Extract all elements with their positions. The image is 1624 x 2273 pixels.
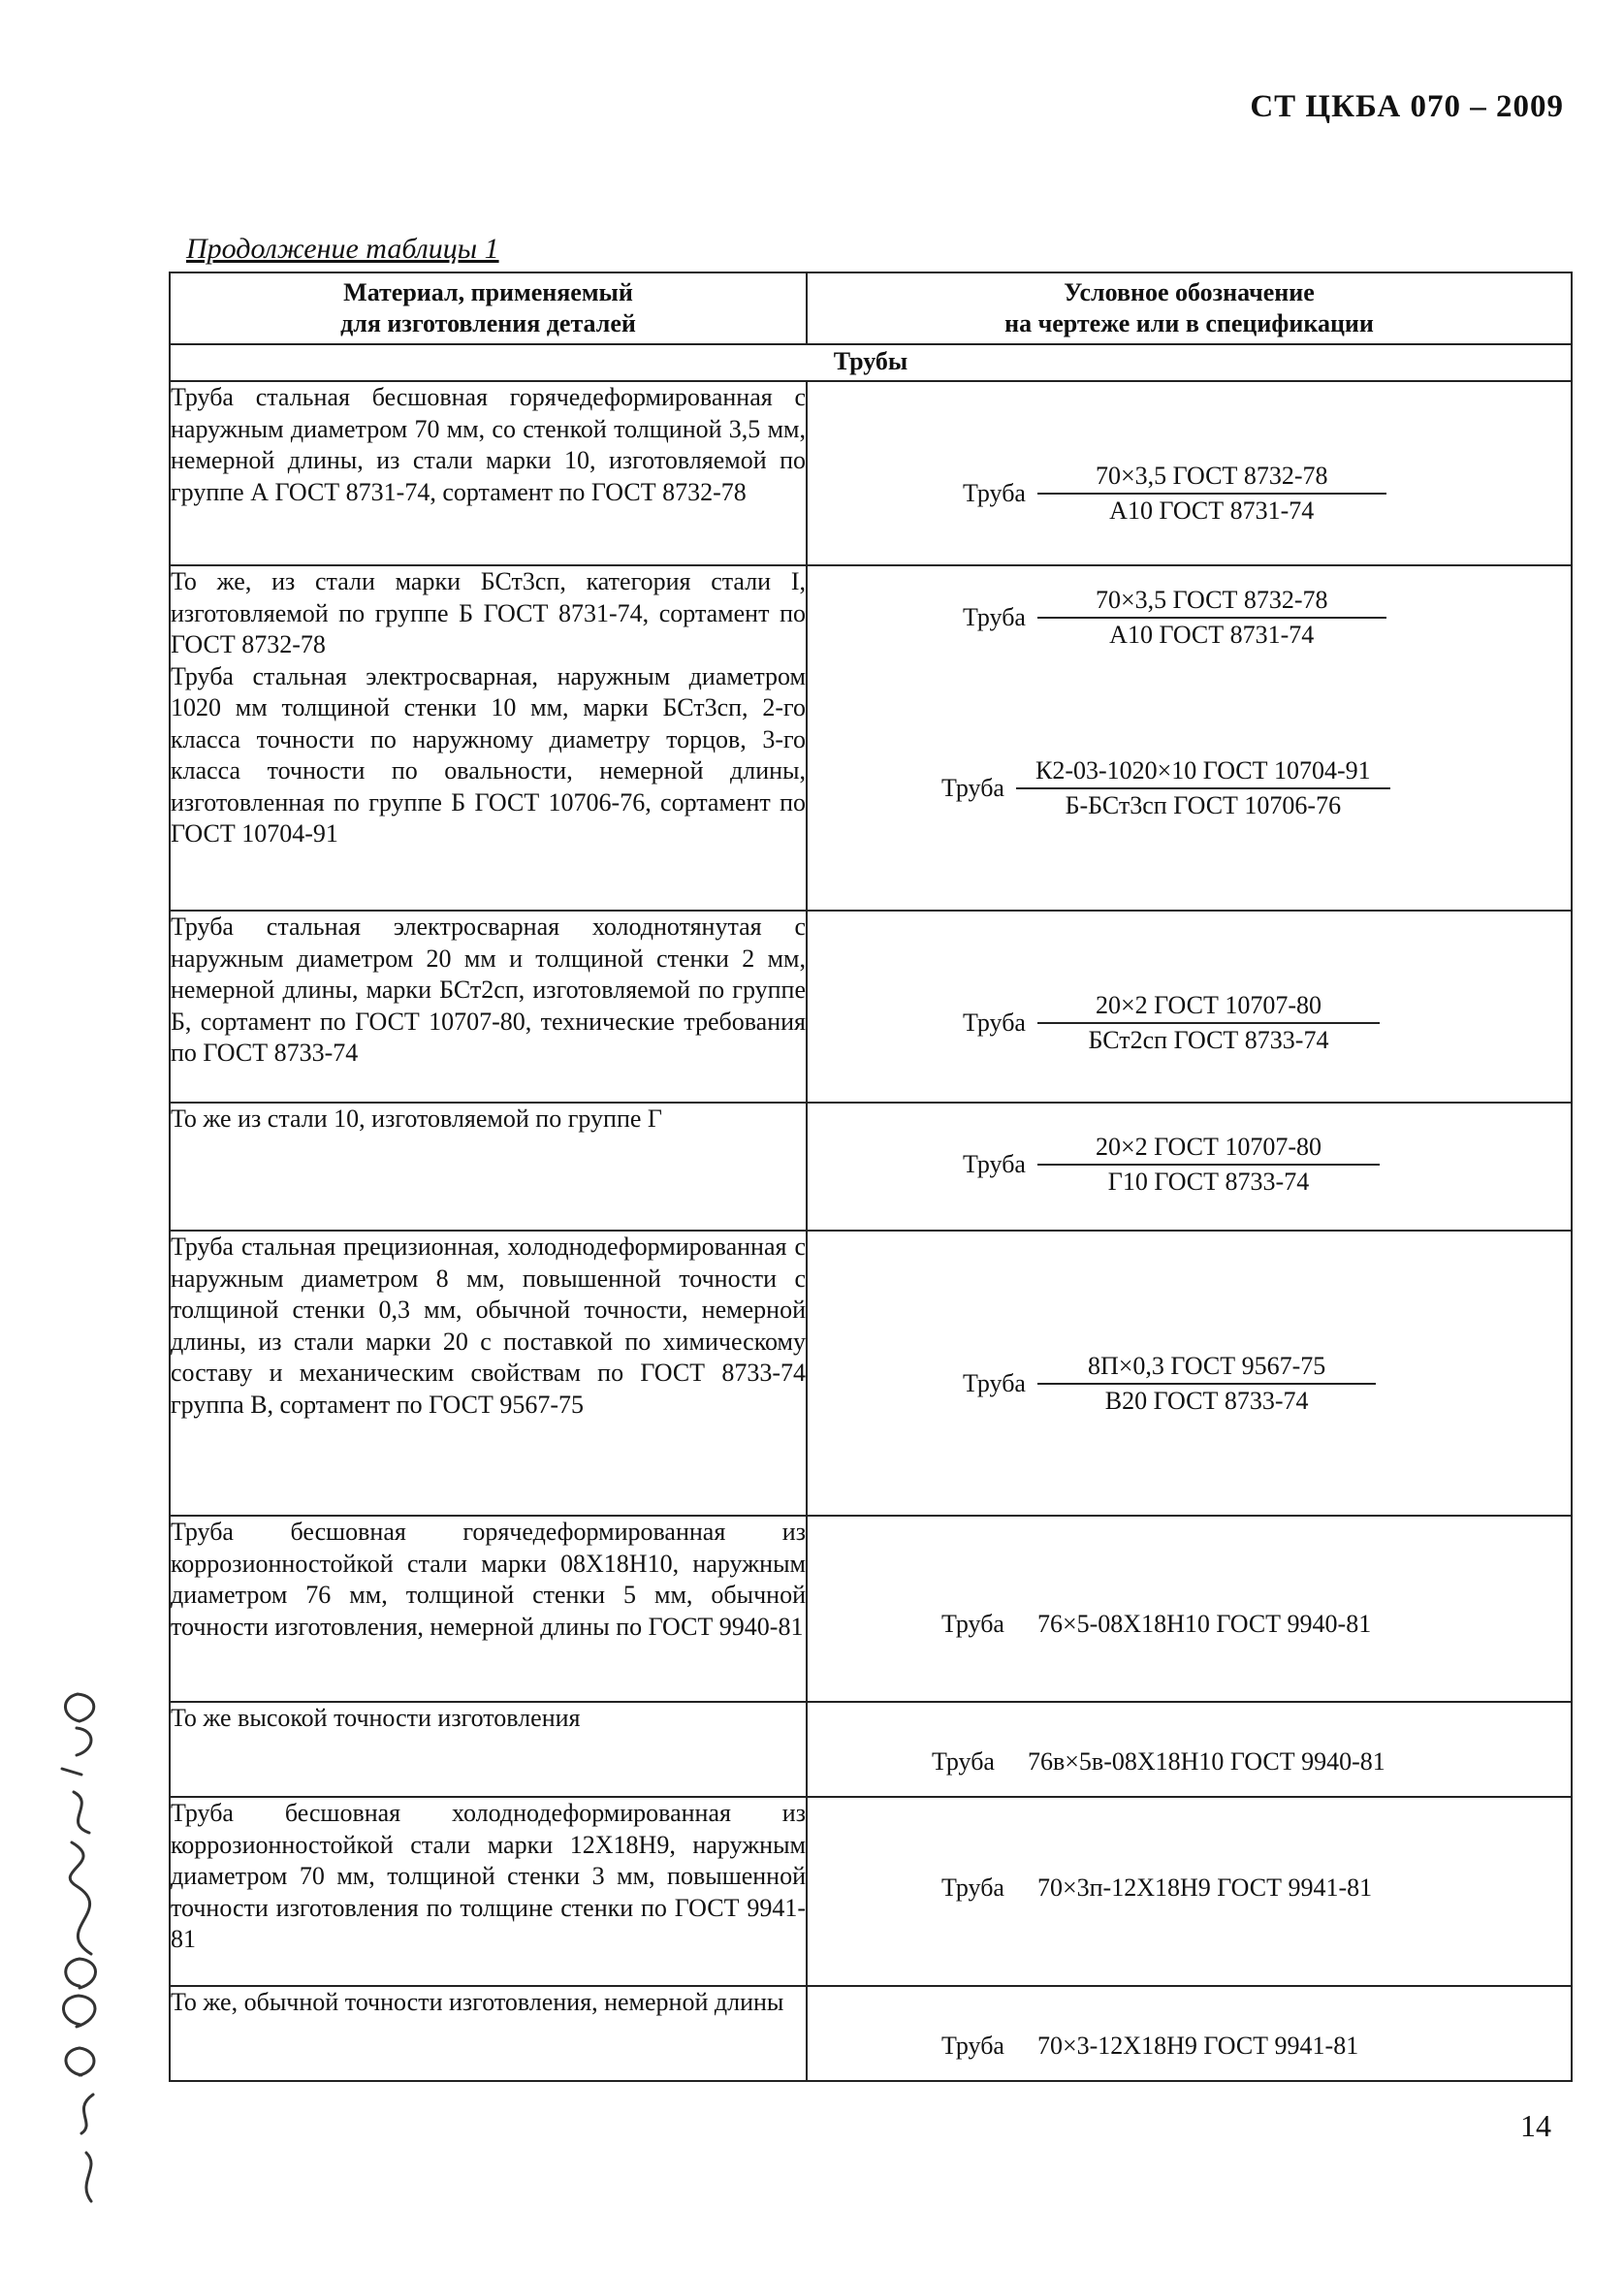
designation-word: Труба — [963, 479, 1026, 507]
table-row — [170, 1103, 1572, 1231]
designation-numerator: 70×3,5 ГОСТ 8732-78 — [1037, 462, 1386, 495]
designation-value: 70×3-12Х18Н9 ГОСТ 9941-81 — [1036, 2032, 1359, 2060]
material-text: Труба бесшовная горячедеформированная из коррозионностойкой стали марки 08Х18Н10, наружным диаметром 76 мм, толщиной стенки 5 мм, обычной точности изготовления, немерной длины по ГОСТ 9940-81 — [171, 1518, 806, 1641]
designation-numerator: 20×2 ГОСТ 10707-80 — [1037, 991, 1380, 1024]
designation-denominator: Г10 ГОСТ 8733-74 — [1107, 1168, 1310, 1196]
designation-word: Труба — [941, 1610, 1004, 1638]
designation-word: Труба — [963, 1369, 1026, 1397]
handwritten-signature — [23, 1678, 130, 2221]
designation-cell — [807, 1103, 1572, 1231]
designation-value: 76в×5в-08Х18Н10 ГОСТ 9940-81 — [1027, 1747, 1385, 1776]
materials-table — [169, 272, 1573, 2082]
designation-cell — [807, 565, 1572, 911]
designation-denominator: А10 ГОСТ 8731-74 — [1109, 496, 1315, 525]
table-row — [170, 1516, 1572, 1702]
col2-header-line1: Условное обозначение — [1064, 278, 1315, 306]
designation-cell — [807, 1702, 1572, 1797]
material-cell — [170, 1231, 807, 1516]
material-cell — [170, 1516, 807, 1702]
table-row — [170, 1702, 1572, 1797]
designation-fraction — [963, 1133, 1380, 1197]
col1-header — [170, 272, 807, 344]
designation-cell — [807, 1797, 1572, 1986]
designation-cell — [807, 1231, 1572, 1516]
section-row — [170, 344, 1572, 381]
material-cell — [170, 1702, 807, 1797]
designation-cell — [807, 381, 1572, 565]
table-row — [170, 381, 1572, 565]
designation-single — [941, 1610, 1371, 1639]
designation-fraction — [963, 462, 1386, 526]
designation-word: Труба — [963, 1008, 1026, 1037]
designation-cell — [807, 1516, 1572, 1702]
designation-single — [932, 1747, 1385, 1777]
designation-cell — [807, 1986, 1572, 2081]
designation-word: Труба — [941, 2032, 1004, 2060]
col2-header-line2: на чертеже или в спецификации — [1004, 309, 1374, 337]
designation-numerator-2: К2-03-1020×10 ГОСТ 10704-91 — [1016, 756, 1390, 789]
material-text: Труба стальная бесшовная горячедеформированная с наружным диаметром 70 мм, со стенкой толщиной 3,5 мм, немерной длины, из стали марки 10, изготовляемой по группе А ГОСТ 8731-74, сортамент по ГОСТ 8732-78 — [171, 383, 806, 506]
material-text: Труба стальная электросварная холоднотянутая с наружным диаметром 20 мм и толщиной стенки 2 мм, немерной длины, марки БСт2сп, изготовляемой по группе Б, сортамент по ГОСТ 10707-80, технические требования по ГОСТ 8733-74 — [171, 912, 806, 1067]
designation-denominator-2: Б-БСт3сп ГОСТ 10706-76 — [1065, 791, 1342, 819]
designation-fraction — [963, 991, 1380, 1055]
designation-numerator: 20×2 ГОСТ 10707-80 — [1037, 1133, 1380, 1166]
col2-header — [807, 272, 1572, 344]
designation-word-2: Труба — [941, 774, 1004, 802]
designation-word: Труба — [932, 1747, 995, 1776]
table-caption: Продолжение таблицы 1 — [186, 233, 499, 265]
designation-denominator: В20 ГОСТ 8733-74 — [1104, 1387, 1309, 1415]
table-row — [170, 1231, 1572, 1516]
table-header-row — [170, 272, 1572, 344]
col1-header-line1: Материал, применяемый — [343, 278, 633, 306]
section-title: Трубы — [170, 344, 1572, 381]
material-text: То же из стали 10, изготовляемой по группе Г — [171, 1104, 662, 1133]
material-cell — [170, 565, 807, 911]
table-row — [170, 911, 1572, 1103]
designation-denominator: БСт2сп ГОСТ 8733-74 — [1088, 1026, 1329, 1054]
table-row — [170, 565, 1572, 911]
material-text: Труба бесшовная холоднодеформированная из коррозионностойкой стали марки 12Х18Н9, наружным диаметром 70 мм, толщиной стенки 3 мм, повышенной точности изготовления по толщине стенки по ГОСТ 9941-81 — [171, 1799, 806, 1953]
material-cell — [170, 1986, 807, 2081]
designation-value: 70×3п-12Х18Н9 ГОСТ 9941-81 — [1036, 1873, 1373, 1902]
designation-fraction-2 — [941, 756, 1390, 820]
table-row — [170, 1797, 1572, 1986]
material-cell — [170, 911, 807, 1103]
material-text: То же высокой точности изготовления — [171, 1704, 581, 1732]
designation-fraction — [963, 1352, 1376, 1416]
col1-header-line2: для изготовления деталей — [340, 309, 636, 337]
designation-value: 76×5-08Х18Н10 ГОСТ 9940-81 — [1036, 1610, 1372, 1638]
material-text: То же, обычной точности изготовления, немерной длины — [171, 1988, 784, 2016]
designation-cell — [807, 911, 1572, 1103]
designation-word: Труба — [941, 1873, 1004, 1902]
designation-single — [941, 2032, 1358, 2061]
page-number: 14 — [1520, 2108, 1551, 2143]
table-row — [170, 1986, 1572, 2081]
material-text-2: Труба стальная электросварная, наружным диаметром 1020 мм толщиной стенки 10 мм, марки БСт3сп, 2-го класса точности по наружному диаметру торцов, 3-го класса точности по овальности, немерной длины, изготовленная по группе Б ГОСТ 10706-76, сортамент по ГОСТ 10704-91 — [171, 661, 806, 848]
designation-denominator: А10 ГОСТ 8731-74 — [1109, 621, 1315, 649]
designation-fraction — [963, 586, 1386, 650]
designation-single — [941, 1873, 1372, 1903]
designation-numerator: 8П×0,3 ГОСТ 9567-75 — [1037, 1352, 1376, 1385]
designation-numerator: 70×3,5 ГОСТ 8732-78 — [1037, 586, 1386, 619]
material-cell — [170, 381, 807, 565]
standard-code: СТ ЦКБА 070 – 2009 — [1250, 89, 1564, 124]
designation-word: Труба — [963, 603, 1026, 631]
material-text: То же, из стали марки БСт3сп, категория стали I, изготовляемой по группе Б ГОСТ 8731-74, сортамент по ГОСТ 8732-78 — [171, 567, 806, 658]
material-cell — [170, 1103, 807, 1231]
designation-word: Труба — [963, 1150, 1026, 1178]
material-text: Труба стальная прецизионная, холоднодеформированная с наружным диаметром 8 мм, повышенной точности с толщиной стенки 0,3 мм, обычной точности, немерной длины, из стали марки 20 с поставкой по химическому составу и механическим свойствам по ГОСТ 8733-74 группа В, сортамент по ГОСТ 9567-75 — [171, 1233, 806, 1419]
material-cell — [170, 1797, 807, 1986]
